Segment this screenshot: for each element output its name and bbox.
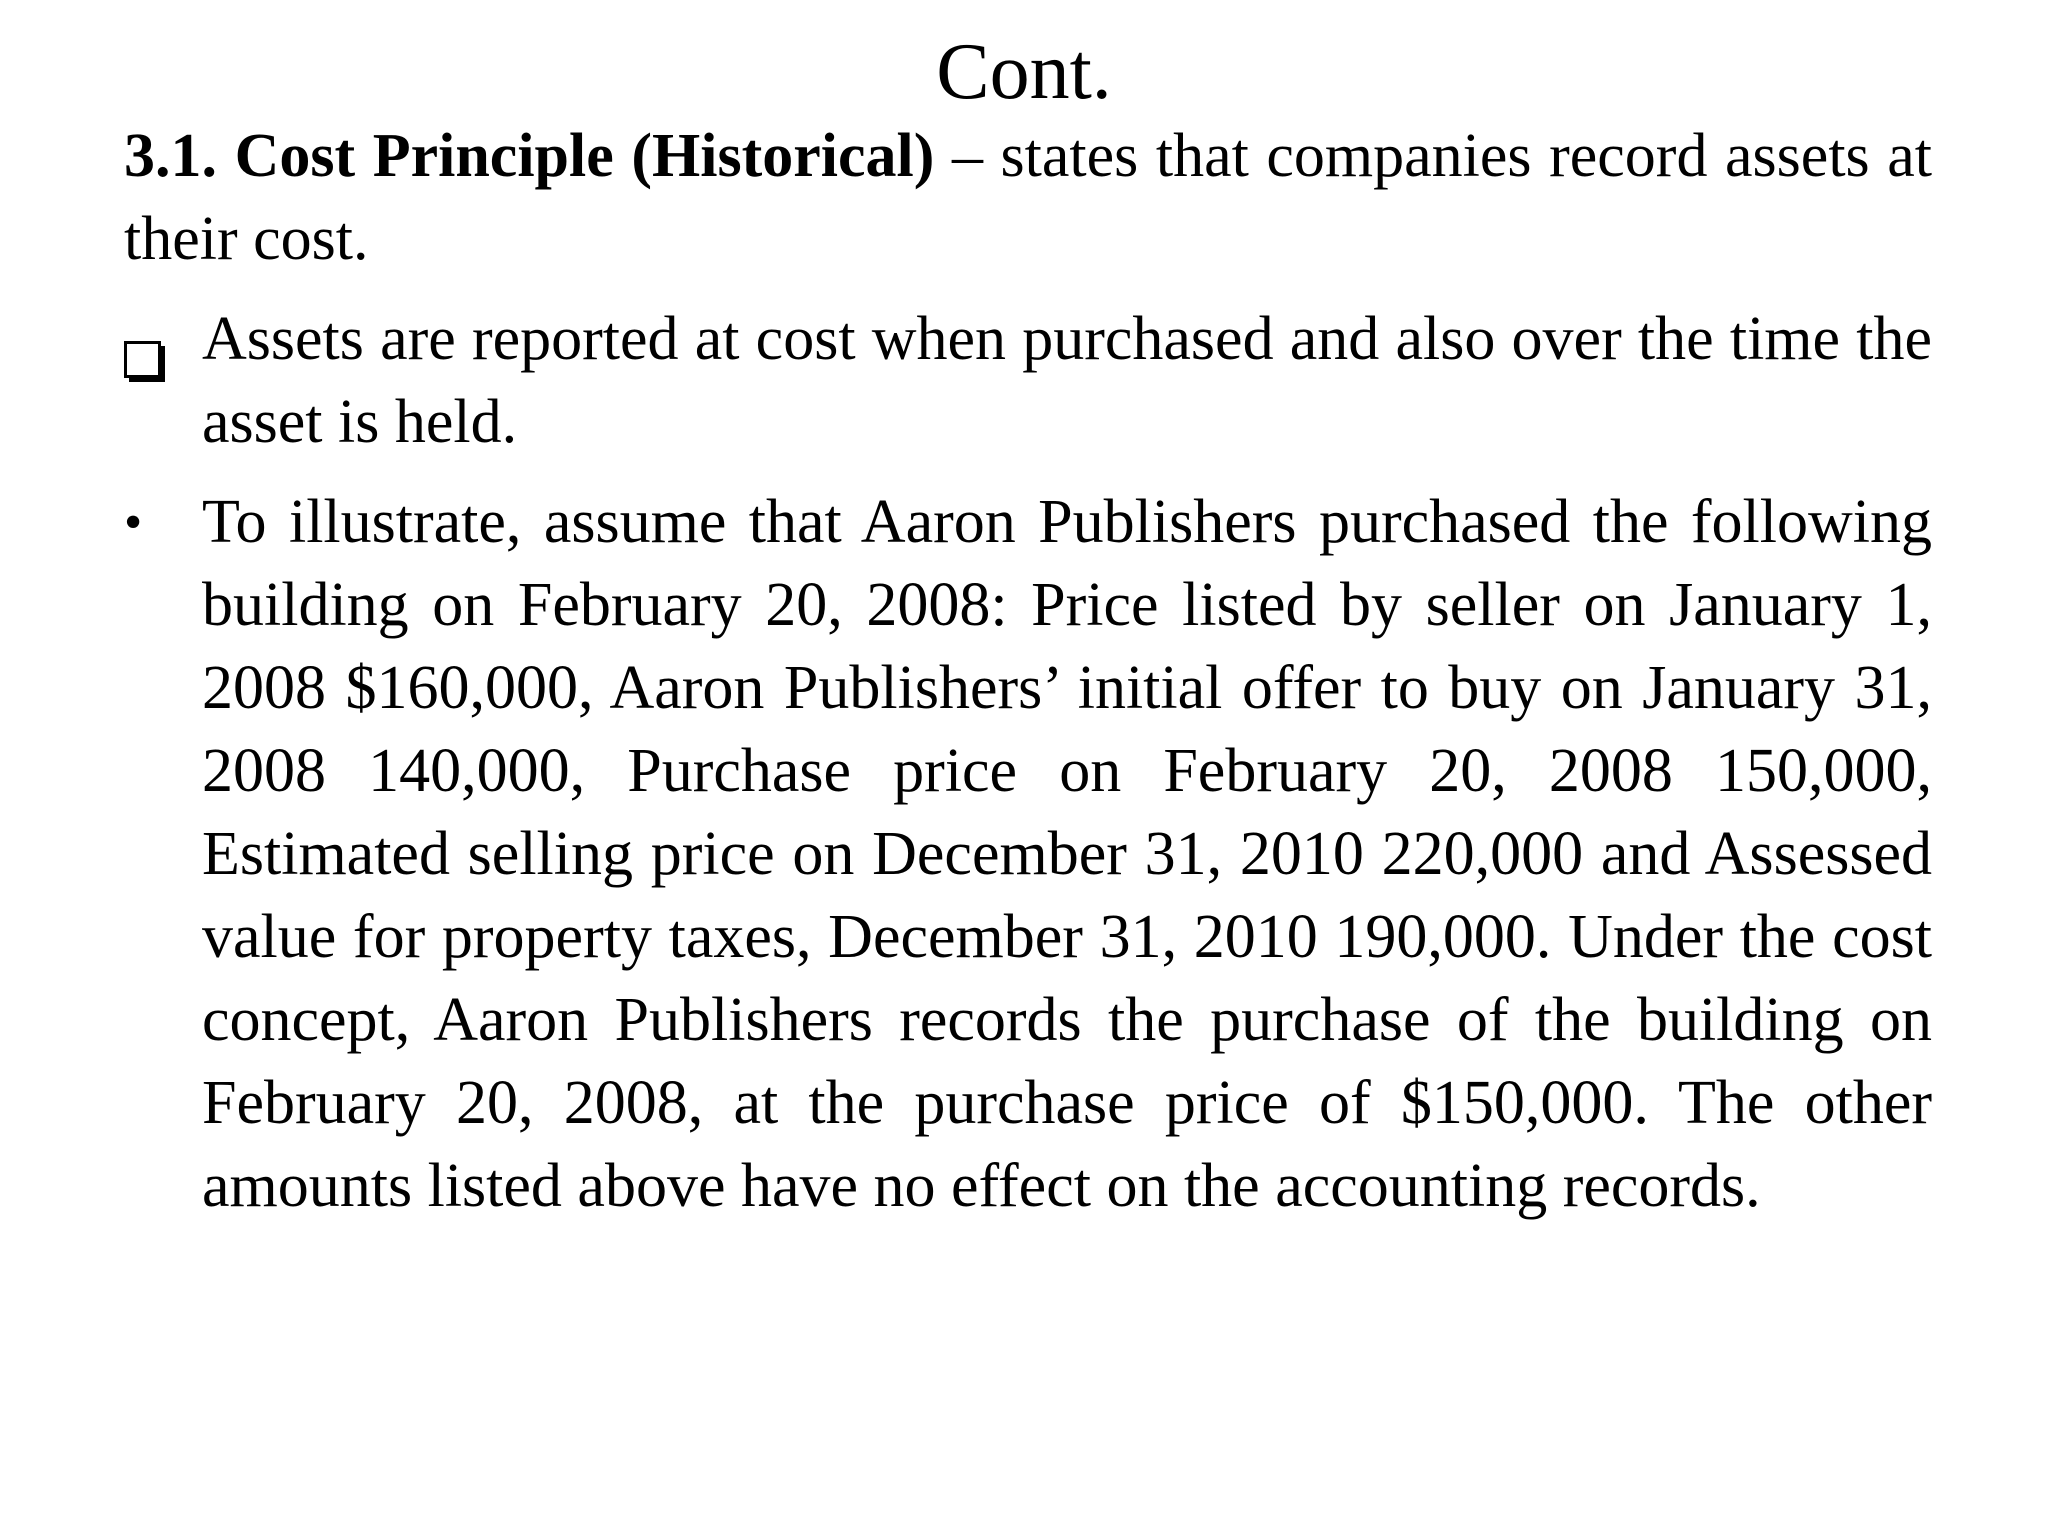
slide-title: Cont.: [936, 28, 1112, 116]
slide-body: [124, 115, 1932, 1245]
checkbox-icon: [124, 322, 166, 364]
list-item-text: To illustrate, assume that Aaron Publishers purchased the following building on February 20, 2008: Price listed by seller on January 1, 2008 $160,000, Aaron Publishers’ initial offer to buy on January 31, 2008 140,000, Purchase price on February 20, 2008 150,000, Estimated selling price on December 31, 2010 220,000 and Assessed value for property taxes, December 31, 2010 190,000. Under the cost concept, Aaron Publishers records the purchase of the building on February 20, 2008, at the purchase price of $150,000. The other amounts listed above have no effect on the accounting records.: [202, 488, 1932, 1220]
intro-rest: – states that companies record assets at their cost.: [124, 122, 1933, 273]
list-item-text: Assets are reported at cost when purchased and also over the time the asset is held.: [202, 305, 1932, 456]
intro-paragraph: [124, 115, 1932, 281]
intro-lead: 3.1. Cost Principle (Historical): [124, 122, 935, 190]
list-item-assets-at-cost: [124, 298, 1932, 464]
list-item-illustration: [124, 481, 1932, 1228]
bullet-icon: •: [124, 494, 143, 551]
checkbox-icon-graphic: [124, 341, 166, 383]
